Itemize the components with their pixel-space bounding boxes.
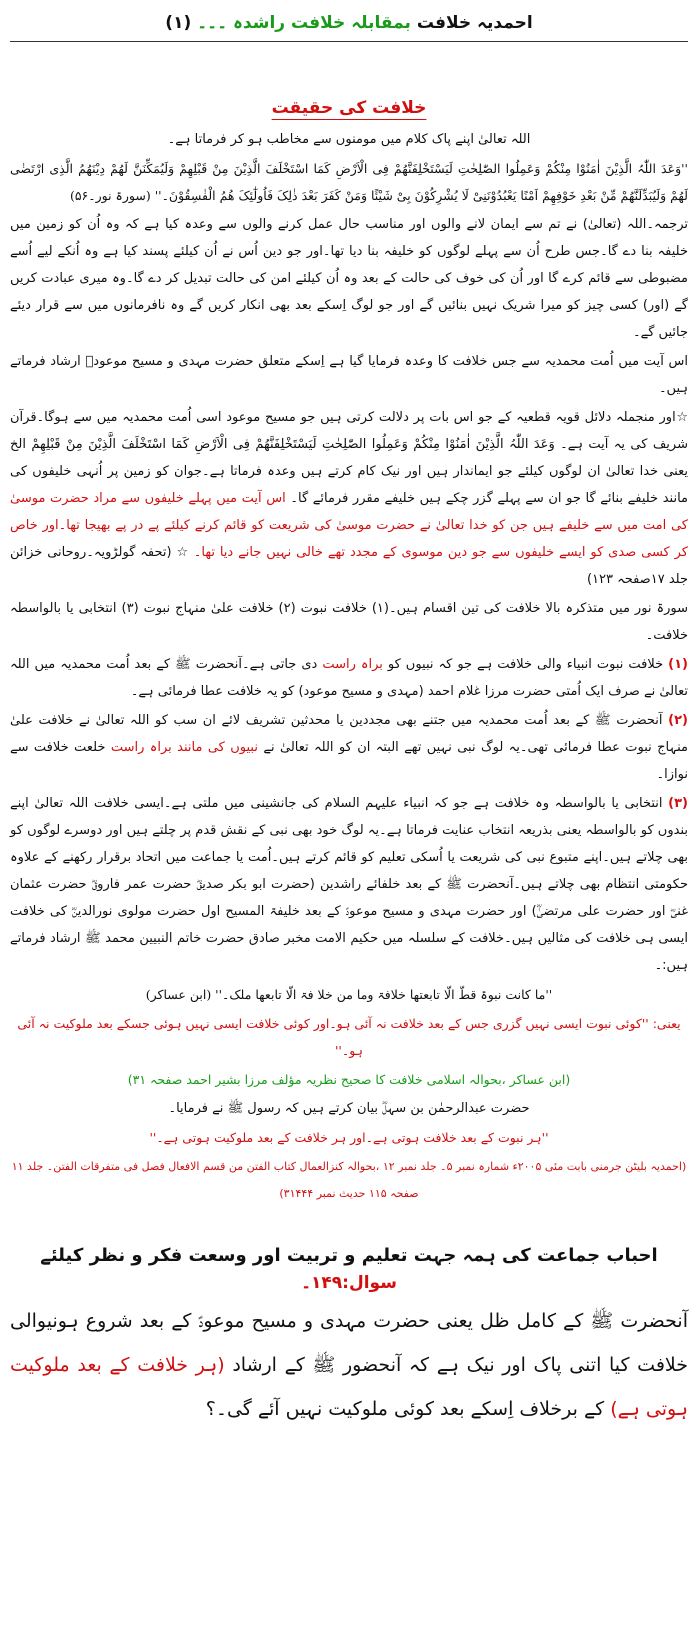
masih-quote: [10, 404, 688, 593]
header-title-part1: احمدیہ خلافت: [416, 13, 533, 33]
masih-quote-reference: ☆ (تحفہ گولڑویہ۔روحانی خزائن جلد ۱۷صفحہ ۱۲۳): [10, 545, 688, 587]
type-3-text: انتخابی یا بالواسطہ وہ خلافت ہے جو کہ انبیاء علیہم السلام کی جانشینی میں ملتی ہے۔ایسی خلافت اللہ تعالیٰ اپنے بندوں کو بالواسطہ یعنی بذریعہ انتخاب عنایت فرماتا ہے۔یہ لوگ خود بھی نبی کے نقش قدم پر چلتے ہیں اور دوسرے لوگوں کو بھی چلاتے ہیں۔اپنے متبوع نبی کی شریعت یا اُسکی تعلیم کو قائم کرتے ہیں۔اُمت یا جماعت میں اتحاد برقرار رکھنے کے علاوہ حکومتی انتظام بھی چلاتے ہیں۔آنحضرت ﷺ کے بعد خلفائے راشدین (حضرت ابو بکر صدیقؓ حضرت عمر فاروقؓ حضرت عثمان غنیؓ اور حضرت علی مرتضیٰؓ) اور حضرت مہدی و مسیح موعودؑ کے بعد خلیفۃ المسیح اول حضرت مولوی نورالدینؓ کی خلافت ایسی ہی خلافت کی مثالیں ہیں۔خلافت کے سلسلہ میں حکیم الامت مخبر صادق حضرت خاتم النبیین محمد ﷺ ارشاد فرماتے ہیں:۔: [10, 796, 688, 973]
hadith-meaning-label: یعنی:: [652, 1016, 681, 1031]
question-highlight: (ہر خلافت کے بعد ملوکیت ہوتی ہے): [10, 1354, 688, 1420]
section-title-tarbiyat: احباب جماعت کی ہمہ جہت تعلیم و تربیت اور وسعت فکر و نظر کیلئے: [40, 1245, 658, 1266]
question-text-a: آنحضرت ﷺ کے کامل ظل یعنی حضرت مہدی و مسیح موعودؑ کے بعد شروع ہونیوالی خلافت کیا اتنی پاک اور نیک ہے کہ آنحضور ﷺ کے ارشاد: [10, 1310, 688, 1376]
question-text: [10, 1299, 688, 1431]
type-1-number: (۱): [668, 657, 688, 672]
header-title-part3: (۱): [165, 13, 192, 33]
type-3-number: (۳): [668, 796, 688, 811]
hadith-reference-1: (ابن عساکر ،بحوالہ اسلامی خلافت کا صحیح نظریہ مؤلف مرزا بشیر احمد صفحہ ۳۱): [127, 1072, 571, 1087]
masih-quote-highlight: اس آیت میں پہلے خلیفوں سے مراد حضرت موسیٰ کی امت میں سے خلیفے ہیں جن کو خدا تعالیٰ نے حضرت موسیٰ کی شریعت کو قائم کرنے کیلئے پے در پے بھیجا تھا۔اور خاص کر کسی صدی کو ایسے خلیفوں سے جو دین موسوی کے مجدد تھے خالی نہیں جانے دیا تھا۔: [10, 491, 688, 560]
question-number: سوال:۱۴۹۔: [301, 1273, 397, 1293]
hadith-saying: ''ہر نبوت کے بعد خلافت ہوتی ہے۔اور ہر خلافت کے بعد ملوکیت ہوتی ہے۔'': [149, 1130, 549, 1145]
type-1-text-a: خلافت نبوت انبیاء والی خلافت ہے جو کہ نبیوں کو: [387, 657, 664, 672]
hadith-meaning-text: ''کوئی نبوت ایسی نہیں گزری جس کے بعد خلافت نہ آئی ہو۔اور کوئی خلافت ایسی نہیں ہوئی جسکے بعد ملوکیت نہ آئی ہو۔'': [17, 1016, 649, 1058]
document-header: [10, 12, 688, 33]
section-title-khilafat-haqiqat: خلافت کی حقیقت: [271, 98, 427, 118]
type-2-number: (۲): [668, 713, 688, 728]
type-2-text-b: خلعت خلافت سے نوازا۔: [10, 740, 688, 782]
intro-paragraph: اللہ تعالیٰ اپنے پاک کلام میں مومنوں سے مخاطب ہو کر فرماتا ہے۔: [167, 132, 531, 147]
type-1-highlight: براہ راست: [322, 657, 383, 672]
masih-intro: اس آیت میں اُمت محمدیہ سے جس خلافت کا وعدہ فرمایا گیا ہے اِسکے متعلق حضرت مہدی و مسیح موعودؑ ارشاد فرماتے ہیں۔: [10, 354, 688, 396]
header-divider: [10, 41, 688, 42]
hadith-meaning: [10, 1010, 688, 1064]
masih-quote-text: ☆اور منجملہ دلائل قویہ قطعیہ کے جو اس بات پر دلالت کرتی ہیں جو مسیح موعود اسی اُمت محمدیہ میں سے ہوگا۔قرآن شریف کی یہ آیت ہے۔ وَعَدَ اللّٰہُ الَّذِیْنَ اٰمَنُوْا مِنْکُمْ وَعَمِلُوا الصّٰلِحٰتِ لَیَسْتَخْلِفَنَّھُمْ فِی الْاَرْضِ کَمَا اسْتَخْلَفَ الَّذِیْنَ مِنْ قَبْلِھِمْ الخ یعنی خدا تعالیٰ ان لوگوں کیلئے جو ایماندار ہیں اور نیک کام کرتے ہیں وعدہ فرماتا ہے۔جوان کو زمین پر اُنہی خلیفوں کی مانند خلیفے بنائے گا جو ان سے پہلے گزر چکے ہیں خلیفے مقرر فرمائے گا۔: [10, 410, 689, 506]
type-2-text-a: آنحضرت ﷺ کے بعد اُمت محمدیہ میں جتنے بھی مجددین یا محدثین تشریف لائے ان سب کو اللہ تعالیٰ نے خلافت علیٰ منہاج نبوت عطا فرمائی تھی۔یہ لوگ نبی نہیں تھے البتہ ان کو اللہ تعالیٰ نے: [10, 713, 688, 755]
hadith-reference-2: (احمدیہ بلیٹن جرمنی بابت مئی ۲۰۰۵ء شمارہ نمبر ۵۔ جلد نمبر ۱۲ ،بحوالہ کنزالعمال کتاب الفتن من قسم الافعال فصل فی متفرقات الفتن۔ جلد ۱۱ صفحہ ۱۱۵ حدیث نمبر ۳۱۴۴۴): [11, 1160, 687, 1200]
khilafat-type-3: [10, 790, 688, 979]
question-text-b: کے برخلاف اِسکے بعد کوئی ملوکیت نہیں آئے گی۔؟: [205, 1398, 605, 1420]
quran-verse: ''وَعَدَ اللّٰہُ الَّذِیْنَ اٰمَنُوْا مِنْکُمْ وَعَمِلُوا الصّٰلِحٰتِ لَیَسْتَخْلِفَنَّھُمْ فِی الْاَرْضِ کَمَا اسْتَخْلَفَ الَّذِیْنَ مِنْ قَبْلِھِمْ وَلَیُمَکِّنَنَّ لَھُمْ دِیْنَھُمُ الَّذِی ارْتَضٰی لَھُمْ وَلَیُبَدِّلَنَّھُمْ مِّنْ بَعْدِ خَوْفِھِمْ اَمْنًا یَعْبُدُوْنَنِیْ لَا یُشْرِکُوْنَ بِیْ شَیْئًا وَمَنْ کَفَرَ بَعْدَ ذٰلِکَ فَاُولٰٓئِکَ ھُمُ الْفٰسِقُوْنَ۔'' (سورۃ نور۔۵۶): [10, 161, 688, 203]
khilafat-types-intro: سورۃ نور میں متذکرہ بالا خلافت کی تین اقسام ہیں۔(۱) خلافت نبوت (۲) خلافت علیٰ منہاج نبوت (۳) انتخابی یا بالواسطہ خلافت۔: [10, 601, 689, 643]
header-title-part2: بمقابلہ خلافت راشدہ ۔۔۔: [197, 13, 411, 33]
hadith-narrator: حضرت عبدالرحمٰن بن سہلؓ بیان کرتے ہیں کہ رسول ﷺ نے فرمایا۔: [168, 1101, 530, 1116]
verse-translation: ترجمہ۔اللہ (تعالیٰ) نے تم سے ایمان لانے والوں اور مناسب حال عمل کرنے والوں سے وعدہ کیا ہے کہ وہ اُن کو زمین میں خلیفہ بنا دے گا۔جس طرح اُن سے پہلے لوگوں کو خلیفہ بنا دیا تھا۔اور جو دین اُس نے اُن کیلئے پسند کیا ہے وہ اُنکے لیے اُسے مضبوطی سے قائم کرے گا اور اُن کی خوف کی حالت کے بعد وہ اُن کیلئے امن کی حالت تبدیل کر دے گا۔وہ میری عبادت کریں گے (اور) کسی چیز کو میرا شریک نہیں بنائیں گے اور جو لوگ اِسکے بعد بھی انکار کریں گے وہ نافرمانوں میں سے قرار دیئے جائیں گے۔: [10, 217, 688, 340]
khilafat-type-1: [10, 651, 688, 705]
khilafat-type-2: [10, 707, 688, 788]
hadith-arabic: ''ما کانت نبوۃ قطّ الّا تابعتھا خلافۃ وما من خلا فۃ الّا تابعھا ملک۔'' (ابن عساکر): [145, 987, 553, 1002]
type-2-highlight: نبیوں کی مانند براہ راست: [110, 740, 258, 755]
type-1-text-b: دی جاتی ہے۔آنحضرت ﷺ کے بعد اُمت محمدیہ میں اللہ تعالیٰ نے صرف ایک اُمتی حضرت مرزا غلام احمد (مہدی و مسیح موعود) کو یہ خلافت عطا فرمائی ہے۔: [10, 657, 688, 699]
